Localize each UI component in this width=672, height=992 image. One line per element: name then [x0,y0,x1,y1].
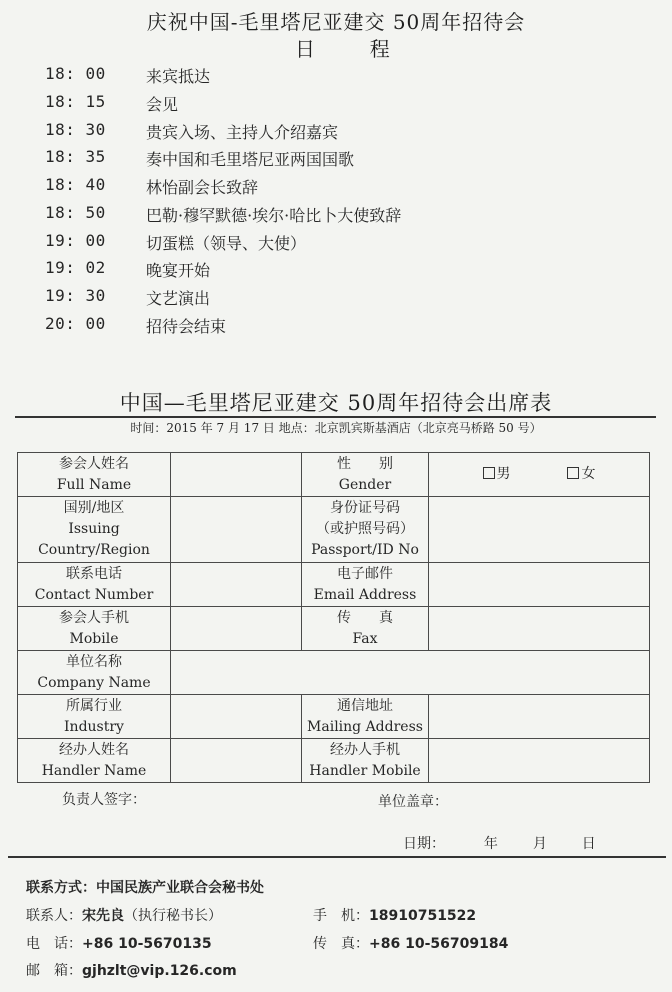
form-row-company [18,651,650,695]
contact-mobile [313,905,476,925]
schedule-item [0,231,672,259]
contact-email-label: 邮 箱： [26,963,82,979]
contact-mobile-value: 18910751522 [369,908,477,924]
country-field[interactable] [171,497,302,563]
form-row-mobile-fax [18,607,650,651]
schedule-heading [295,33,390,62]
fax-label: 传 真 Fax [302,607,429,651]
handler-mobile-field[interactable] [429,739,650,783]
contact-number-label: 联系电话 Contact Number [18,563,171,607]
schedule-item [0,203,672,231]
gender-male-checkbox[interactable]: 男 [483,466,511,482]
handler-mobile-label: 经办人手机 Handler Mobile [302,739,429,783]
date-line [403,833,596,853]
schedule-time: 18: 00 [45,64,106,83]
schedule-item [0,258,672,286]
date-year-label: 年 [483,836,498,852]
passport-field[interactable] [429,497,650,563]
country-label: 国别/地区 Issuing Country/Region [18,497,171,563]
schedule-time: 18: 50 [45,203,106,222]
full-name-label: 参会人姓名 Full Name [18,453,171,497]
schedule-item [0,64,672,92]
schedule-event: 贵宾入场、主持人介绍嘉宾 [146,123,339,142]
seal-label: 单位盖章： [378,794,448,810]
contact-fax-value: +86 10-56709184 [369,936,509,952]
schedule-event: 会见 [146,95,179,114]
mobile-label: 参会人手机 Mobile [18,607,171,651]
gender-label: 性 别 Gender [302,453,429,497]
gender-female-checkbox[interactable]: 女 [567,466,595,482]
full-name-field[interactable] [171,453,302,497]
checkbox-icon [483,467,495,479]
contact-phone-label: 电 话： [26,936,82,952]
form-row-handler [18,739,650,783]
handler-name-label: 经办人姓名 Handler Name [18,739,171,783]
form-row-industry-address [18,695,650,739]
schedule-time: 18: 40 [45,175,106,194]
form-top-rule [15,416,656,418]
email-label: 电子邮件 Email Address [302,563,429,607]
event-title: 庆祝中国-毛里塔尼亚建交 50周年招待会 [146,10,526,34]
contact-phone [26,933,212,953]
schedule-event: 文艺演出 [146,289,211,308]
contact-person-label: 联系人： [26,908,82,924]
form-time-location: 时间：2015 年 7 月 17 日 地点：北京凯宾斯基酒店（北京亮马桥路 50 号） [130,421,542,435]
contact-number-field[interactable] [171,563,302,607]
contact-person [26,905,222,925]
gender-options [429,453,650,497]
contact-phone-value: +86 10-5670135 [82,936,212,952]
schedule-time: 18: 30 [45,120,106,139]
schedule-item [0,175,672,203]
passport-label: 身份证号码 （或护照号码） Passport/ID No [302,497,429,563]
form-row-name-gender [18,453,650,497]
contact-email [26,960,237,980]
form-title: 中国—毛里塔尼亚建交 50周年招待会出席表 [119,391,553,415]
schedule-item [0,147,672,175]
schedule-time: 18: 35 [45,147,106,166]
industry-field[interactable] [171,695,302,739]
schedule-time: 18: 15 [45,92,106,111]
checkbox-icon [567,467,579,479]
schedule-event: 晚宴开始 [146,261,211,280]
mailing-address-label: 通信地址 Mailing Address [302,695,429,739]
contact-email-value: gjhzlt@vip.126.com [82,963,237,979]
contact-person-name: 宋先良 [82,908,124,924]
schedule-heading-right: 程 [369,37,390,61]
contact-person-title: （执行秘书长） [124,908,222,924]
schedule-event: 林怡副会长致辞 [146,178,259,197]
mobile-field[interactable] [171,607,302,651]
mailing-address-field[interactable] [429,695,650,739]
company-field[interactable] [171,651,650,695]
schedule-event: 奏中国和毛里塔尼亚两国国歌 [146,150,355,169]
contact-fax-label: 传 真： [313,936,369,952]
schedule-event: 巴勒·穆罕默德·埃尔·哈比卜大使致辞 [146,206,402,225]
schedule-event: 来宾抵达 [146,67,211,86]
contact-heading: 联系方式：中国民族产业联合会秘书处 [26,880,264,896]
schedule-item [0,92,672,120]
schedule-item [0,286,672,314]
schedule-time: 19: 02 [45,258,106,277]
company-label: 单位名称 Company Name [18,651,171,695]
schedule-time: 19: 00 [45,231,106,250]
schedule-heading-left: 日 [295,37,315,61]
form-row-phone-email [18,563,650,607]
date-label: 日期： [403,836,445,852]
schedule-item [0,120,672,148]
schedule-event: 切蛋糕（领导、大使） [146,234,307,253]
form-row-country-passport [18,497,650,563]
schedule-item [0,314,672,342]
schedule-time: 19: 30 [45,286,106,305]
contact-fax [313,933,508,953]
attendance-form-table [17,452,650,783]
contact-mobile-label: 手 机： [313,908,369,924]
schedule-event: 招待会结束 [146,317,227,336]
fax-field[interactable] [429,607,650,651]
schedule-time: 20: 00 [45,314,106,333]
email-field[interactable] [429,563,650,607]
date-day-label: 日 [581,836,596,852]
handler-name-field[interactable] [171,739,302,783]
industry-label: 所属行业 Industry [18,695,171,739]
form-bottom-rule [8,856,666,858]
date-month-label: 月 [532,836,547,852]
signature-label: 负责人签字： [62,792,146,808]
